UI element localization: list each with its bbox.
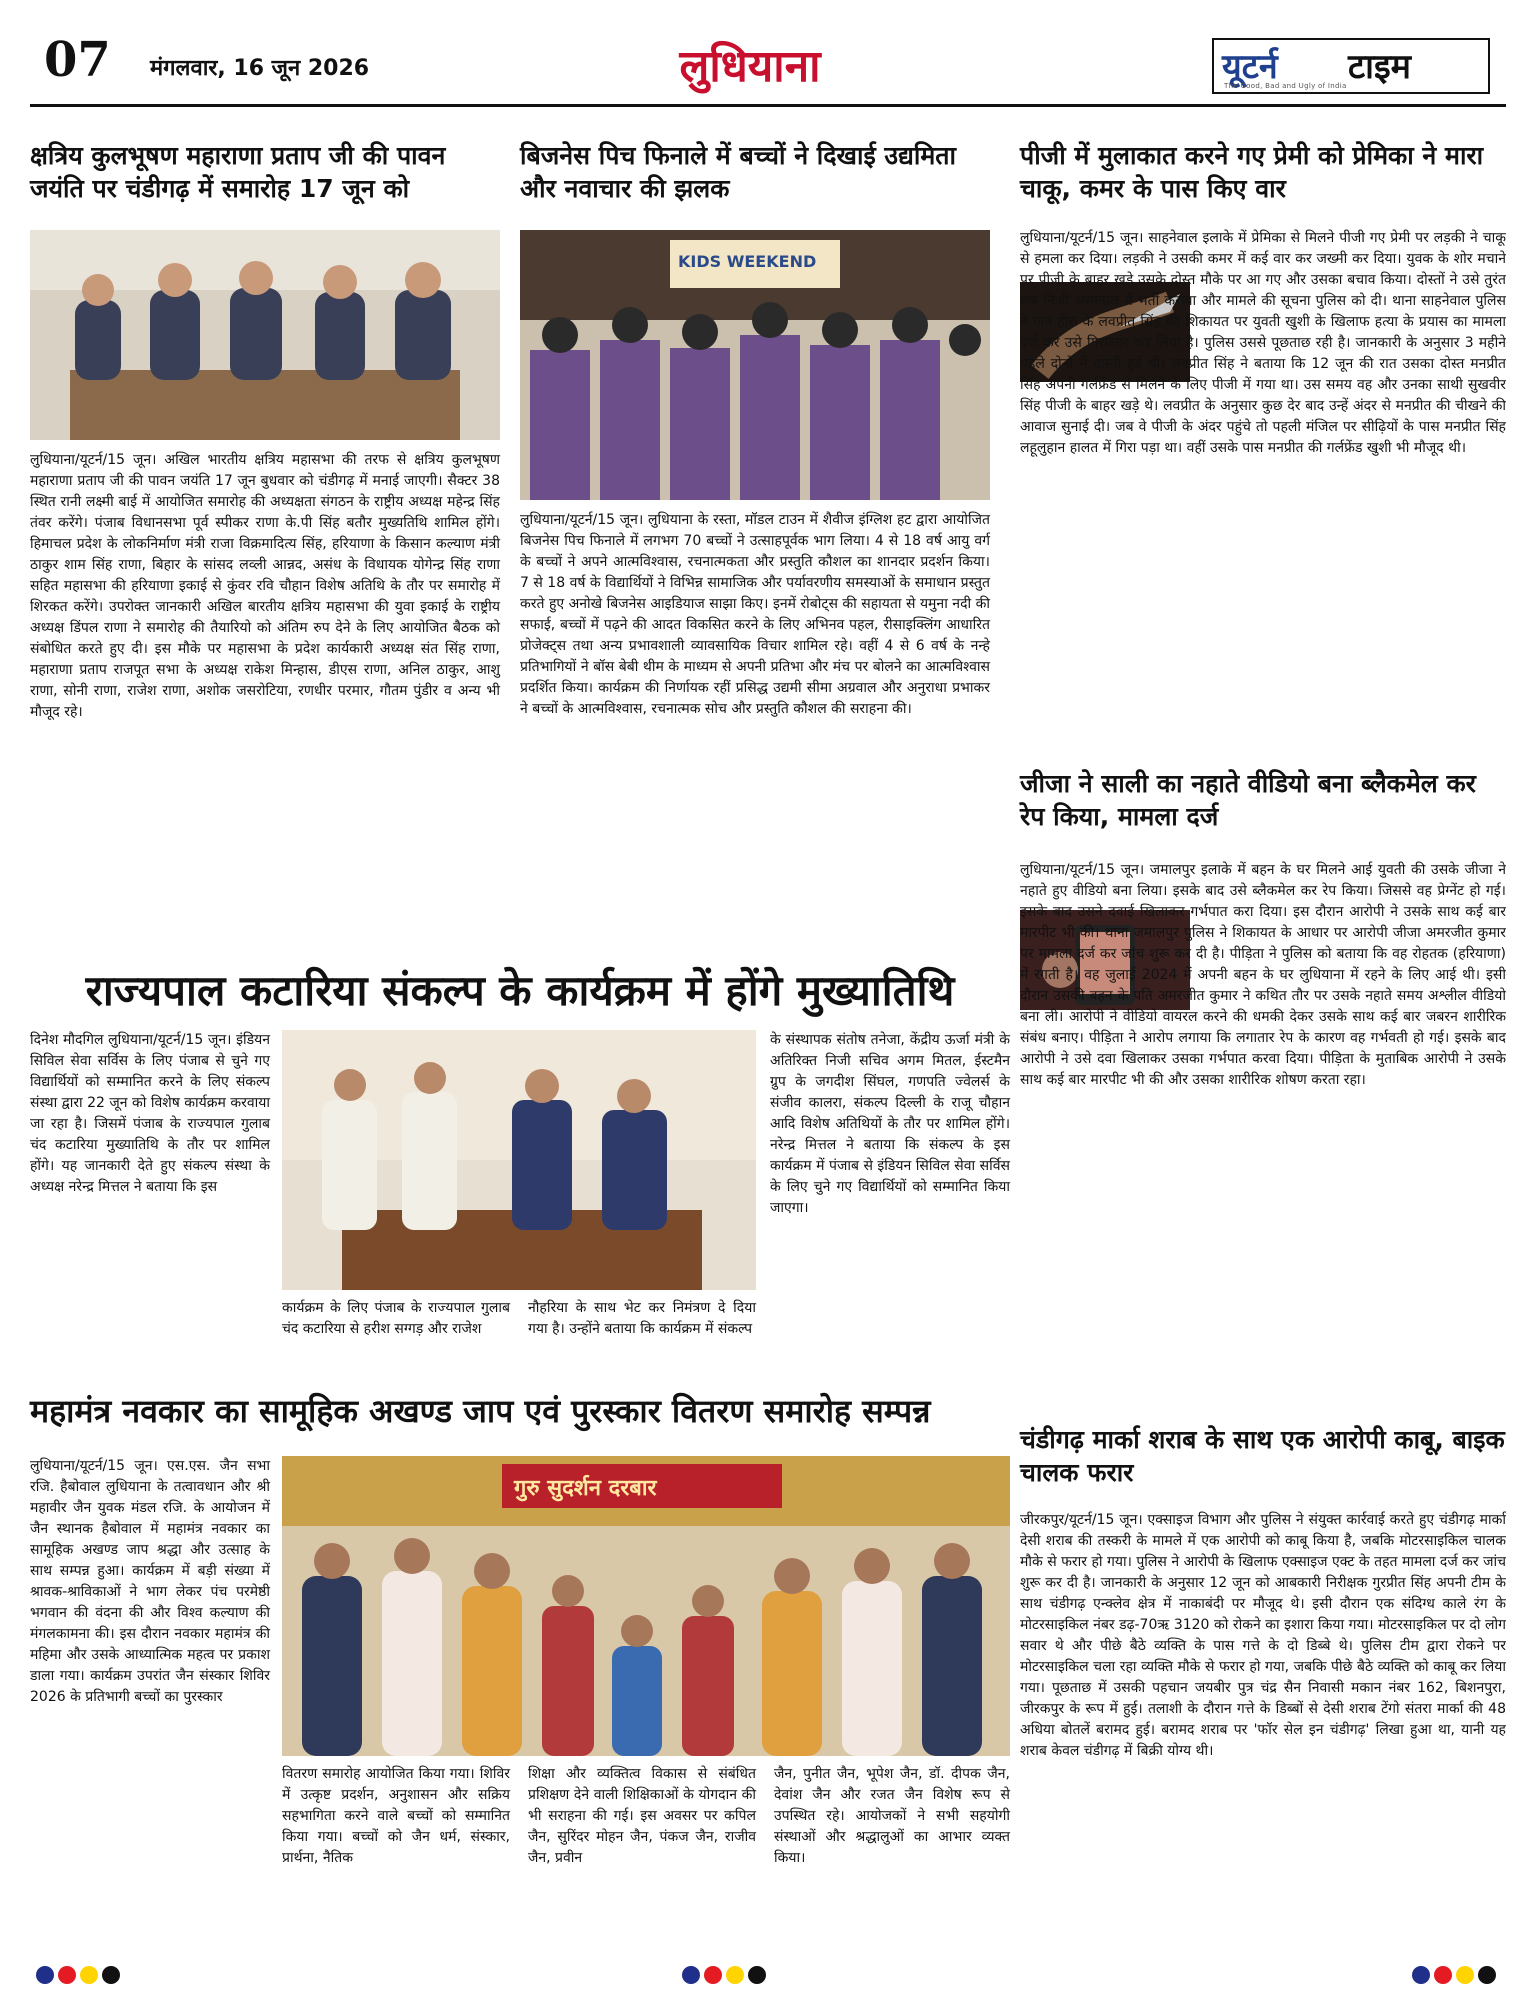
article-4-headline: जीजा ने साली का नहाते वीडियो बना ब्लैकमेल कर रेप किया, मामला दर्ज xyxy=(1020,769,1476,831)
article-7-body: जीरकपुर/यूटर्न/15 जून। एक्साइज विभाग और पुलिस ने संयुक्त कार्रवाई करते हुए चंडीगढ़ मार्का देसी शराब की तस्करी के मामले में एक आरोपी को काबू किया है, जबकि मोटरसाइकिल चालक मौके से फरार हो गया। पुलिस ने आरोपी के खिलाफ एक्साइज एक्ट के तहत मामला दर्ज कर जांच शुरू कर दी है। जानकारी के अनुसार 12 जून को आबकारी निरीक्षक गुरप्रीत सिंह अपनी टीम के साथ चंडीगढ़ एन्क्लेव क्षेत्र में नाकाबंदी पर मौजूद थे। इसी दौरान एक संदिग्ध काले रंग के मोटरसाइकिल नंबर डढ़-70ऋ 3120 को रोकने का इशारा किया गया। मोटरसाइकिल पर दो लोग सवार थे और पीछे बैठे व्यक्ति के पास गत्ते के दो डिब्बे थे। पुलिस टीम द्वारा रोकने पर मोटरसाइकिल चला रहा व्यक्ति मौके से फरार हो गया, जबकि पीछे बैठे व्यक्ति को काबू कर लिया गया। पूछताछ में उसकी पहचान जयबीर पुत्र चंद्र सैन निवासी मकान नंबर 162, बिशनपुरा, जीरकपुर के रूप में हुई। तलाशी के दौरान गत्ते के डिब्बों से देसी शराब टेंगो संतरा मार्का की 48 अधिया बोतलें बरामद हुई। बरामद शराब पर 'फॉर सेल इन चंडीगढ़' लिखा हुआ था, यानी यह शराब केवल चंडीगढ़ में बिक्री योग्य थी। xyxy=(1020,1512,1506,1759)
footer-dots-right xyxy=(1412,1966,1500,1988)
article-1-photo xyxy=(30,230,500,440)
article-5-col-1: दिनेश मौदगिल लुधियाना/यूटर्न/15 जून। इंडियन सिविल सेवा सर्विस के लिए पंजाब से चुने गए विद्यार्थियों को सम्मानित करने के लिए संकल्प संस्था द्वारा 22 जून को विशेष कार्यक्रम करवाया जा रहा है। जिसमें पंजाब के राज्यपाल गुलाब चंद कटारिया मुख्यातिथि के तौर पर शामिल होंगे। यह जानकारी देते हुए संकल्प संस्था के अध्यक्ष नरेन्द्र मित्तल ने बताया कि इस xyxy=(30,1032,271,1195)
newspaper-logo xyxy=(1212,38,1490,94)
article-4-body: लुधियाना/यूटर्न/15 जून। जमालपुर इलाके में बहन के घर मिलने आई युवती की उसके जीजा ने नहाते हुए वीडियो बना लिया। इसके बाद उसे ब्लैकमेल कर रेप किया। जिससे वह प्रेग्नेंट हो गई। इसके बाद उसने दवाई खिलाकर गर्भपात करा दिया। इस दौरान आरोपी ने उसके साथ कई बार मारपीट भी की। थाना जमालपुर पुलिस ने शिकायत के आधार पर आरोपी जीजा अमरजीत कुमार पर मामला दर्ज कर जांच शुरू कर दी है। पीड़िता ने पुलिस को बताया कि वह रोहतक (हरियाणा) में रगती है। वह जुलाई 2024 में अपनी बहन के घर लुधियाना में रहने के लिए आई थी। इसी दौरान उसकी बहन के पति अमरजीत कुमार ने कथित तौर पर उसके नहाते समय अश्लील वीडियो बना ली। आरोपी ने वीडियो वायरल करने की धमकी देकर उसके साथ कई बार जबरन शारीरिक संबंध बनाए। पीड़िता ने आरोप लगाया कि लगातार रेप के कारण वह गर्भवती हो गई। इसके बाद आरोपी ने उसे दवा खिलाकर उसका गर्भपात करवा दिया। पीड़िता के मुताबिक आरोपी ने उसके साथ कई बार मारपीट भी की और उसका शारीरिक शोषण करता रहा। xyxy=(1020,862,1506,1088)
article-1-body: लुधियाना/यूटर्न/15 जून। अखिल भारतीय क्षत्रिय महासभा की तरफ से क्षत्रिय कुलभूषण महाराणा प्रताप जी की पावन जयंति 17 जून बुधवार को चंडीगढ़ में मनाई जाएगी। सैक्टर 38 स्थित रानी लक्ष्मी बाई में आयोजित समारोह की अध्यक्षता संगठन के राष्ट्रीय अध्यक्ष महेन्द्र सिंह तंवर करेंगे। पंजाब विधानसभा पूर्व स्पीकर राणा के.पी सिंह बतौर मुख्यतिथि शामिल होंगे। हिमाचल प्रदेश के लोकनिर्माण मंत्री राजा विक्रमादित्य सिंह, हरियाणा के किसान कल्याण मंत्री ठाकुर शाम सिंह राणा, बिहार के सांसद लव्ली आन्नद, असंध के विधायक योगेन्द्र सिंह राणा सहित महासभा की हरियाणा इकाई से कुंवर रवि चौहान विशेष अतिथि के तौर पर समारोह में शिरकत करेंगे। उपरोक्त जानकारी अखिल बारतीय क्षत्रिय महासभा की युवा इकाई के राष्ट्रीय अध्यक्ष डिंपल राणा ने समारोह की तैयारियो को अंतिम रुप देने के लिए आयोजित बैठक को संबोधित करते हुए दी। इस मौके पर महासभा के प्रदेश कार्यकारी अध्यक्ष संत सिंह राणा, महाराणा प्रताप राजपूत सभा के अध्यक्ष राकेश मिन्हास, डीएस राणा, अनिल ठाकुर, आशु राणा, सोनी राणा, राजेश राणा, अशोक जसरोटिया, रणधीर परमार, गौतम पुंडीर व अन्य भी मौजूद रहे। xyxy=(30,452,500,720)
photo-banner: KIDS WEEKEND xyxy=(678,252,817,271)
article-7-headline: चंडीगढ़ मार्का शराब के साथ एक आरोपी काबू, बाइक चालक फरार xyxy=(1020,1425,1505,1487)
article-5-photo xyxy=(282,1030,756,1290)
article-2-photo xyxy=(520,230,990,500)
article-6-col-1: लुधियाना/यूटर्न/15 जून। एस.एस. जैन सभा रजि. हैबोवाल लुधियाना के तत्वावधान और श्री महावीर जैन युवक मंडल रजि. के आयोजन में जैन स्थानक हैबोवाल में महामंत्र नवकार का सामूहिक अखण्ड जाप श्रद्धा और उत्साह के साथ सम्पन्न हुआ। कार्यक्रम में बड़ी संख्या में श्रावक-श्राविकाओं ने भाग लेकर पंच परमेष्ठी भगवान की वंदना की और विश्व कल्याण की मंगलकामना की। इस दौरान नवकार महामंत्र की महिमा और उसके आध्यात्मिक महत्व पर प्रकाश डाला गया। कार्यक्रम उपरांत जैन संस्कार शिविर 2026 के प्रतिभागी बच्चों का पुरस्कार xyxy=(30,1458,270,1705)
page-number: 07 xyxy=(44,32,111,88)
article-6-photo xyxy=(282,1456,1010,1756)
article-5-headline: राज्यपाल कटारिया संकल्प के कार्यक्रम में होंगे मुख्यातिथि xyxy=(85,966,955,1015)
article-6-col-4: जैन, पुनीत जैन, भूपेश जैन, डॉ. दीपक जैन, देवांश जैन और रजत जैन विशेष रूप से उपस्थित रहे। आयोजकों ने सभी सहयोगी संस्थाओं और श्रद्धालुओं का आभार व्यक्त किया। xyxy=(774,1766,1010,1866)
article-6-col-2: वितरण समारोह आयोजित किया गया। शिविर में उत्कृष्ट प्रदर्शन, अनुशासन और सक्रिय सहभागिता करने वाले बच्चों को सम्मानित किया गया। बच्चों को जैन धर्म, संस्कार, प्रार्थना, नैतिक xyxy=(282,1766,510,1866)
logo-tagline: The Good, Bad and Ugly of India xyxy=(1224,82,1347,90)
article-6-headline: महामंत्र नवकार का सामूहिक अखण्ड जाप एवं पुरस्कार वितरण समारोह सम्पन्न xyxy=(30,1392,931,1430)
article-3-body: लुधियाना/यूटर्न/15 जून। साहनेवाल इलाके में प्रेमिका से मिलने पीजी गए प्रेमी पर लड़की ने चाकू से हमला कर दिया। लड़की ने उसकी कमर में कई वार कर जख्मी कर दिया। युवक के शोर मचाने पर पीजी के बाहर खड़े उसके दोस्त मौके पर आ गए और उसका बचाव किया। दोस्तों ने उसे तुरंत एक निजी अस्पताल में भर्ती कराया और मामले की सूचना पुलिस को दी। थाना साहनेवाल पुलिस ने गांव हीरा के लवप्रीत सिंह की शिकायत पर युवती खुशी के खिलाफ हत्या के प्रयास का मामला दर्ज कर उसे गिरफ्तार कर लिया है। पुलिस उससे पूछताछ रही है। जानकारी के अनुसार 3 महीने पहले दोनों में दोस्ती हुई थी। लवप्रीत सिंह ने बताया कि 12 जून की रात उसका दोस्त मनप्रीत सिंह अपनी गर्लफ्रेंड से मिलने के लिए पीजी में गया था। उस समय वह और उनका साथी सुखवीर सिंह पीजी के बाहर खड़े थे। लवप्रीत के अनुसार कुछ देर बाद उन्हें अंदर से मनप्रीत की चीखने की आवाज सुनाई दी। जब वे पीजी के अंदर पहुंचे तो पहली मंजिल पर सीढ़ियों के पास मनप्रीत सिंह लहूलुहान हालत में गिरा पड़ा था। वहीं उसके पास मनप्रीत की गर्लफ्रेंड खुशी भी मौजूद थी। xyxy=(1020,230,1506,456)
article-2-body: लुधियाना/यूटर्न/15 जून। लुधियाना के रस्ता, मॉडल टाउन में शैवीज इंग्लिश हट द्वारा आयोजित बिजनेस पिच फिनाले में लगभग 70 बच्चों ने उत्साहपूर्वक भाग लिया। 4 से 18 वर्ष आयु वर्ग के बच्चों ने अपने आत्मविश्वास, रचनात्मकता और प्रस्तुति कौशल का शानदार प्रदर्शन किया। 7 से 18 वर्ष के विद्यार्थियों ने विभिन्न सामाजिक और पर्यावरणीय समस्याओं के समाधान प्रस्तुत करते हुए अनोखे बिजनेस आइडियाज साझा किए। इनमें रोबोट्स की सहायता से यमुना नदी की सफाई, बच्चों में पढ़ने की आदत विकसित करने के लिए अभिनव पहल, रीसाइक्लिंग आधारित प्रोजेक्ट्स तथा अन्य प्रभावशाली व्यावसायिक विचार शामिल रहे। वहीं 4 से 6 वर्ष के नन्हे प्रतिभागियों ने बॉस बेबी थीम के माध्यम से अपनी प्रतिभा और मंच पर बोलने का आत्मविश्वास प्रदर्शित किया। कार्यक्रम की निर्णायक रहीं प्रसिद्ध उद्यमी सीमा अग्रवाल और अनुराधा प्रभाकर ने बच्चों के आत्मविश्वास, रचनात्मक सोच और प्रस्तुति कौशल की सराहना की। xyxy=(520,512,990,717)
logo-part-1: यूटर्न xyxy=(1222,47,1278,87)
article-2-headline: बिजनेस पिच फिनाले में बच्चों ने दिखाई उद्यमिता और नवाचार की झलक xyxy=(520,141,957,203)
article-6-col-3: शिक्षा और व्यक्तित्व विकास से संबंधित प्रशिक्षण देने वाली शिक्षिकाओं के योगदान की भी सराहना की गई। इस अवसर पर कपिल जैन, सुरिंदर मोहन जैन, पंकज जैन, राजीव जैन, प्रवीन xyxy=(528,1766,756,1866)
issue-date: मंगलवार, 16 जून 2026 xyxy=(150,56,370,81)
article-5-col-2: कार्यक्रम के लिए पंजाब के राज्यपाल गुलाब चंद कटारिया से हरीश सग्गड़ और राजेश xyxy=(282,1300,510,1337)
section-city: लुधियाना xyxy=(679,41,821,92)
photo-banner: गुरु सुदर्शन दरबार xyxy=(514,1476,657,1501)
article-1-headline: क्षत्रिय कुलभूषण महाराणा प्रताप जी की पावन जयंति पर चंडीगढ़ में समारोह 17 जून को xyxy=(30,141,446,203)
article-5-col-3: नौहरिया के साथ भेट कर निमंत्रण दे दिया गया है। उन्होंने बताया कि कार्यक्रम में संकल्प xyxy=(528,1300,756,1337)
footer-dots-center xyxy=(682,1966,770,1988)
logo-part-2: टाइम xyxy=(1348,47,1411,87)
masthead-rule xyxy=(30,104,1506,107)
article-3-headline: पीजी में मुलाकात करने गए प्रेमी को प्रेमिका ने मारा चाकू, कमर के पास किए वार xyxy=(1020,141,1484,203)
footer-dots-left xyxy=(36,1966,124,1988)
article-5-col-4: के संस्थापक संतोष तनेजा, केंद्रीय ऊर्जा मंत्री के अतिरिक्त निजी सचिव अगम मितल, ईस्टमैन ग्रुप के जगदीश सिंघल, गणपति ज्वेलर्स के संजीव कालरा, संकल्प दिल्ली के राजू चौहान आदि विशेष अतिथियों के तौर पर शामिल होंगे। नरेन्द्र मित्तल ने बताया कि संकल्प के इस कार्यक्रम में पंजाब से इंडियन सिविल सेवा सर्विस के लिए चुने गए विद्यार्थियों को सम्मानित किया जाएगा। xyxy=(770,1032,1010,1216)
